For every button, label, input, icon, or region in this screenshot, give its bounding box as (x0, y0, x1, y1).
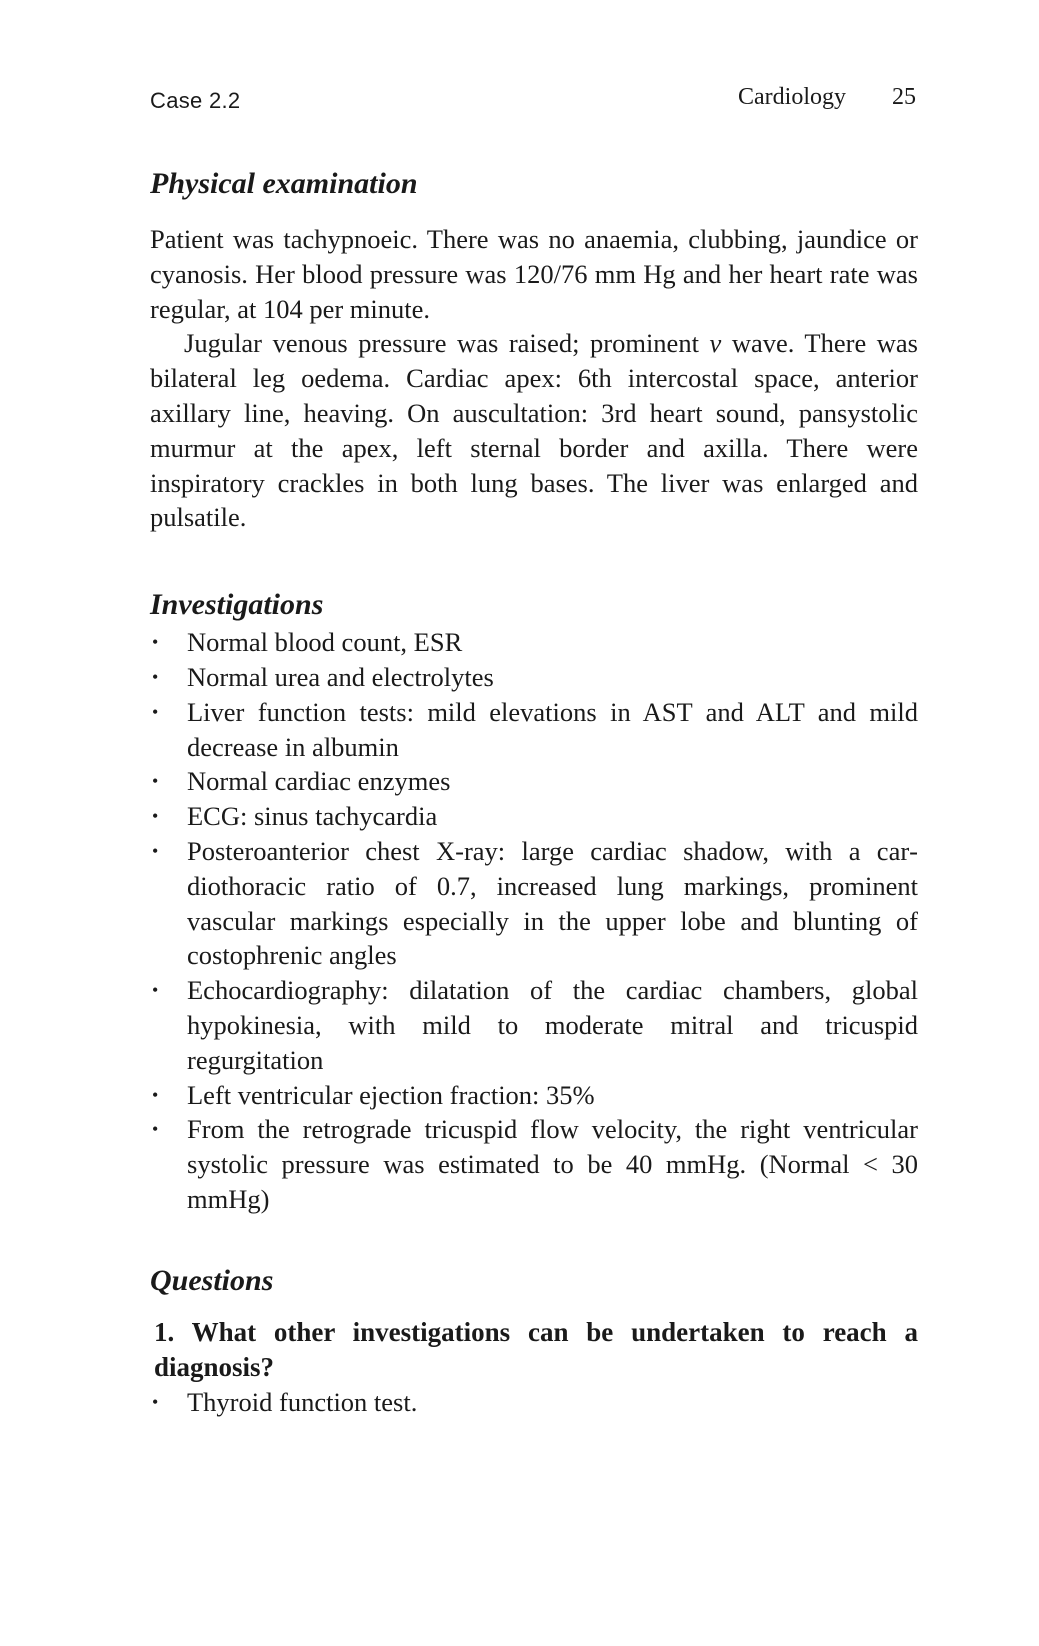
physical-examination-heading: Physical examination (150, 167, 418, 200)
question-1: 1. What other investigations can be undertaken to reach a diagnosis? (154, 1316, 918, 1382)
investigations-heading: Investigations (150, 588, 324, 622)
page-number: 25 (892, 84, 916, 110)
questions-section (150, 1261, 918, 1420)
running-head (150, 78, 918, 118)
investigations-section (150, 585, 918, 1217)
bullet-icon: • (152, 1119, 159, 1140)
bullet-icon: • (152, 840, 159, 861)
paragraph-2-text-end: wave. There was bilateral leg oedema. Cardiac apex: 6th intercostal space, anterior axillary line, heaving. On auscultation: 3rd heart sound, pansystolic murmur at the apex, left sternal border and axilla. There were inspiratory crackles in both lung bases. The liver was enlarged and pulsatile. (150, 328, 918, 533)
list-item-text: ECG: sinus tachycardia (187, 801, 438, 832)
list-item-text: From the retrograde tricuspid flow velocity, the right ventricular systolic pressure was estimated to be 40 mmHg. (Normal < 30 mmHg) (187, 1114, 918, 1214)
list-item-text: Normal blood count, ESR (187, 627, 463, 658)
list-item-text: Echocardiography: dilatation of the cardiac chambers, global hypokinesia, with mild to moderate mitral and tricuspid regurgitation (187, 975, 918, 1075)
list-item-text: Left ventricular ejection fraction: 35% (187, 1079, 595, 1110)
bullet-icon: • (152, 632, 159, 653)
list-item (150, 1112, 918, 1216)
list-item (150, 660, 918, 695)
bullet-icon: • (152, 1084, 159, 1105)
physical-examination-paragraph-2 (150, 326, 918, 535)
list-item-text: Normal cardiac enzymes (187, 766, 451, 797)
list-item (150, 1385, 918, 1420)
paragraph-2-text-start: Jugular venous pressure was raised; prominent (184, 328, 710, 359)
list-item (150, 625, 918, 660)
list-item-text: Posteroanterior chest X-ray: large cardiac shadow, with a cardiothoracic ratio of 0.7, increased lung markings, prominent vascular markings especially in the upper lobe and blunting of costophrenic angles (187, 835, 918, 971)
case-label: Case 2.2 (150, 88, 241, 113)
bullet-icon: • (152, 980, 159, 1001)
list-item (150, 799, 918, 834)
bullet-icon: • (152, 806, 159, 827)
bullet-icon: • (152, 701, 159, 722)
list-item-text: Liver function tests: mild elevations in AST and ALT and mild decrease in albumin (187, 696, 918, 762)
questions-heading: Questions (150, 1263, 274, 1297)
physical-examination-paragraph-1: Patient was tachypnoeic. There was no anaemia, clubbing, jaundice or cyanosis. Her blood pressure was 120/76 mm Hg and her heart rate was regular, at 104 per minute. (150, 224, 918, 324)
page (150, 78, 918, 1420)
bullet-icon: • (152, 771, 159, 792)
list-item (150, 695, 918, 765)
investigations-list (150, 625, 918, 1217)
bullet-icon: • (152, 1391, 159, 1412)
list-item (150, 973, 918, 1077)
list-item-text: Thyroid function test. (187, 1386, 418, 1417)
list-item (150, 764, 918, 799)
v-wave-letter: v (709, 328, 722, 359)
physical-examination-section (150, 164, 918, 535)
list-item (150, 1078, 918, 1113)
list-item (150, 834, 918, 973)
bullet-icon: • (152, 666, 159, 687)
chapter-title: Cardiology (738, 84, 846, 110)
answer-list (150, 1385, 918, 1420)
list-item-text: Normal urea and electrolytes (187, 661, 494, 692)
